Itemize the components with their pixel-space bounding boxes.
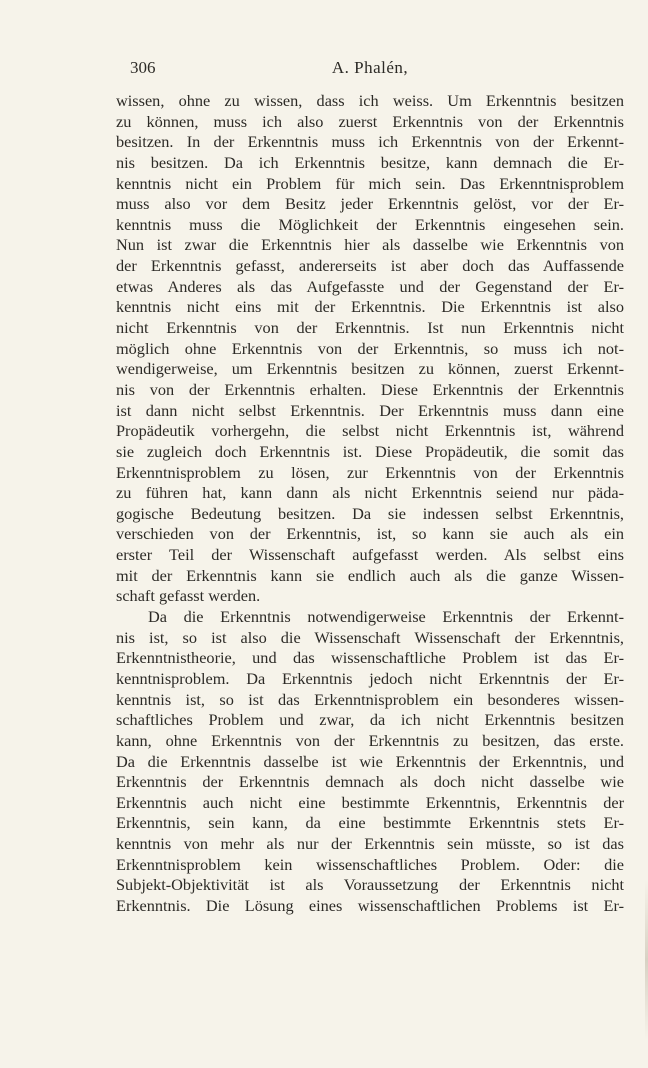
text-line: Propädeutik vorhergehn, die selbst nicht Erkenntnis ist, während	[116, 421, 624, 441]
body-text	[116, 91, 624, 917]
text-line: nis besitzen. Da ich Erkenntnis besitze, kann demnach die Er-	[116, 152, 624, 172]
text-line: Erkenntnis der Erkenntnis demnach als doch nicht dasselbe wie	[116, 772, 624, 792]
text-line: Erkenntnisproblem kein wissenschaftliches Problem. Oder: die	[116, 854, 624, 874]
running-head: A. Phalén,	[331, 58, 409, 77]
text-line: muss also vor dem Besitz jeder Erkenntnis gelöst, vor der Er-	[116, 194, 624, 214]
text-line: verschieden von der Erkenntnis, ist, so kann sie auch als ein	[116, 524, 624, 544]
text-line: Erkenntnistheorie, und das wissenschaftliche Problem ist das Er-	[116, 648, 624, 668]
text-line: der Erkenntnis gefasst, andererseits ist aber doch das Auffassende	[116, 256, 624, 276]
text-line: sie zugleich doch Erkenntnis ist. Diese Propädeutik, die somit das	[116, 441, 624, 461]
text-line: etwas Anderes als das Aufgefasste und der Gegenstand der Er-	[116, 276, 624, 296]
text-line: nicht Erkenntnis von der Erkenntnis. Ist nun Erkenntnis nicht	[116, 318, 624, 338]
text-line: Erkenntnis, sein kann, da eine bestimmte Erkenntnis stets Er-	[116, 813, 624, 833]
text-line: Subjekt-Objektivität ist als Voraussetzung der Erkenntnis nicht	[116, 875, 624, 895]
text-line: ist dann nicht selbst Erkenntnis. Der Erkenntnis muss dann eine	[116, 400, 624, 420]
text-line: besitzen. In der Erkenntnis muss ich Erkenntnis von der Erkennt-	[116, 132, 624, 152]
text-line: kenntnis nicht ein Problem für mich sein. Das Erkenntnisproblem	[116, 173, 624, 193]
text-line: wissen, ohne zu wissen, dass ich weiss. Um Erkenntnis besitzen	[116, 91, 624, 110]
text-line: zu führen hat, kann dann als nicht Erkenntnis seiend nur päda-	[116, 483, 624, 503]
text-line: Nun ist zwar die Erkenntnis hier als dasselbe wie Erkenntnis von	[116, 235, 624, 255]
text-line: möglich ohne Erkenntnis von der Erkenntnis, so muss ich not-	[116, 338, 624, 358]
text-line: zu können, muss ich also zuerst Erkenntnis von der Erkenntnis	[116, 111, 624, 131]
text-line: nis ist, so ist also die Wissenschaft Wissenschaft der Erkenntnis,	[116, 627, 624, 647]
paragraph-start-line: Da die Erkenntnis notwendigerweise Erkenntnis der Erkennt-	[148, 607, 624, 627]
page-number: 306	[130, 58, 156, 77]
text-line: Erkenntnis auch nicht eine bestimmte Erkenntnis, Erkenntnis der	[116, 792, 624, 812]
text-line: kenntnis von mehr als nur der Erkenntnis sein müsste, so ist das	[116, 834, 624, 854]
text-line: Erkenntnis. Die Lösung eines wissenschaftlichen Problems ist Er-	[116, 895, 624, 915]
text-line: kenntnis muss die Möglichkeit der Erkenntnis eingesehen sein.	[116, 214, 624, 234]
text-line: Erkenntnisproblem zu lösen, zur Erkenntnis von der Erkenntnis	[116, 462, 624, 482]
text-line: kann, ohne Erkenntnis von der Erkenntnis zu besitzen, das erste.	[116, 730, 624, 750]
text-line: kenntnis nicht eins mit der Erkenntnis. Die Erkenntnis ist also	[116, 297, 624, 317]
text-line: kenntnisproblem. Da Erkenntnis jedoch nicht Erkenntnis der Er-	[116, 668, 624, 688]
text-line: gogische Bedeutung besitzen. Da sie indessen selbst Erkenntnis,	[116, 503, 624, 523]
text-line: erster Teil der Wissenschaft aufgefasst werden. Als selbst eins	[116, 545, 624, 565]
text-line: schaftliches Problem und zwar, da ich nicht Erkenntnis besitzen	[116, 710, 624, 730]
page-header	[116, 58, 624, 80]
text-line: mit der Erkenntnis kann sie endlich auch als die ganze Wissen-	[116, 565, 624, 585]
paragraph-end-line: schaft gefasst werden.	[116, 586, 261, 606]
text-line: Da die Erkenntnis dasselbe ist wie Erkenntnis der Erkenntnis, und	[116, 751, 624, 771]
text-line: wendigerweise, um Erkenntnis besitzen zu können, zuerst Erkennt-	[116, 359, 624, 379]
text-line: nis von der Erkenntnis erhalten. Diese Erkenntnis der Erkenntnis	[116, 379, 624, 399]
text-line: kenntnis ist, so ist das Erkenntnisproblem ein besonderes wissen-	[116, 689, 624, 709]
